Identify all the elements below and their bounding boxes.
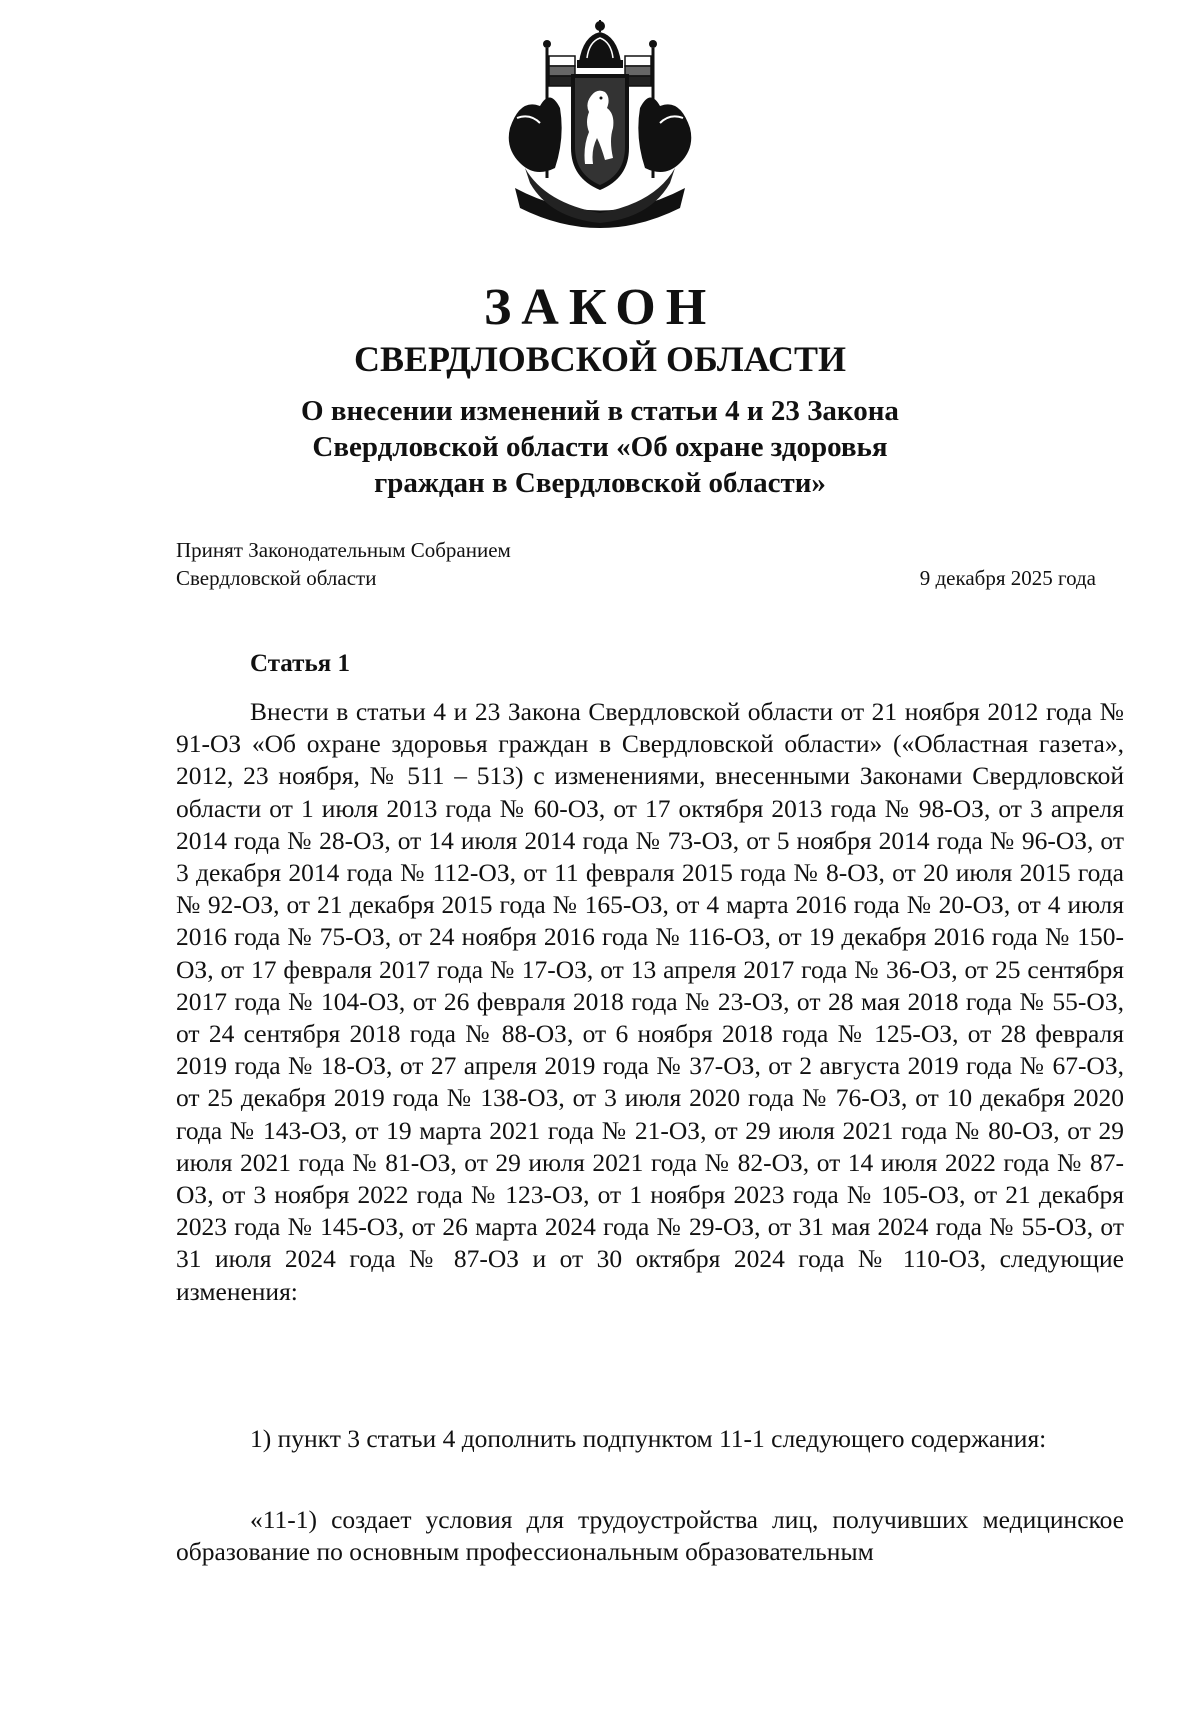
coat-of-arms-emblem: [505, 18, 695, 233]
article-heading: Статья 1: [250, 650, 350, 677]
article-paragraph: 1) пункт 3 статьи 4 дополнить подпунктом 11-1 следующего содержания:: [250, 1424, 1047, 1453]
adopted-by-line: Принят Законодательным Собранием: [176, 538, 511, 562]
law-subject-line: О внесении изменений в статьи 4 и 23 Закона: [301, 395, 899, 427]
law-subject-line: граждан в Свердловской области»: [374, 467, 826, 499]
law-subject-line: Свердловской области «Об охране здоровья: [312, 431, 888, 463]
law-title: ЗАКОН: [483, 279, 717, 336]
article-paragraph: Внести в статьи 4 и 23 Закона Свердловской области от 21 ноября 2012 года № 91-ОЗ «Об охране здоровья граждан в Свердловской области» («Областная газета», 2012, 23 ноября, № 511 – 513) с изменениями, внесенными Законами Свердловской области от 1 июля 2013 года № 60-ОЗ, от 17 октября 2013 года № 98-ОЗ, от 3 апреля 2014 года № 28-ОЗ, от 14 июля 2014 года № 73-ОЗ, от 5 ноября 2014 года № 96-ОЗ, от 3 декабря 2014 года № 112-ОЗ, от 11 февраля 2015 года № 8-ОЗ, от 20 июля 2015 года № 92-ОЗ, от 21 декабря 2015 года № 165-ОЗ, от 4 марта 2016 года № 20-ОЗ, от 4 июля 2016 года № 75-ОЗ, от 24 ноября 2016 года № 116-ОЗ, от 19 декабря 2016 года № 150-ОЗ, от 17 февраля 2017 года № 17-ОЗ, от 13 апреля 2017 года № 36-ОЗ, от 25 сентября 2017 года № 104-ОЗ, от 26 февраля 2018 года № 23-ОЗ, от 28 мая 2018 года № 55-ОЗ, от 24 сентября 2018 года № 88-ОЗ, от 6 ноября 2018 года № 125-ОЗ, от 28 февраля 2019 года № 18-ОЗ, от 27 апреля 2019 года № 37-ОЗ, от 2 августа 2019 года № 67-ОЗ, от 25 декабря 2019 года № 138-ОЗ, от 3 июля 2020 года № 76-ОЗ, от 10 декабря 2020 года № 143-ОЗ, от 19 марта 2021 года № 21-ОЗ, от 29 июля 2021 года № 80-ОЗ, от 29 июля 2021 года № 81-ОЗ, от 29 июля 2021 года № 82-ОЗ, от 14 июля 2022 года № 87-ОЗ, от 3 ноября 2022 года № 123-ОЗ, от 1 ноября 2023 года № 105-ОЗ, от 21 декабря 2023 года № 145-ОЗ, от 26 марта 2024 года № 29-ОЗ, от 31 мая 2024 года № 55-ОЗ, от 31 июля 2024 года № 87-ОЗ и от 30 октября 2024 года № 110-ОЗ, следующие изменения:: [176, 697, 1124, 1306]
adoption-date: 9 декабря 2025 года: [919, 566, 1096, 590]
region-title: СВЕРДЛОВСКОЙ ОБЛАСТИ: [354, 339, 846, 379]
law-subject: [300, 393, 900, 501]
adopted-by-region: Свердловской области: [176, 566, 377, 590]
adoption-block: [176, 536, 1096, 592]
article-paragraph: «11-1) создает условия для трудоустройства лиц, получивших медицинское образование по основным профессиональным образовательным: [176, 1505, 1124, 1567]
